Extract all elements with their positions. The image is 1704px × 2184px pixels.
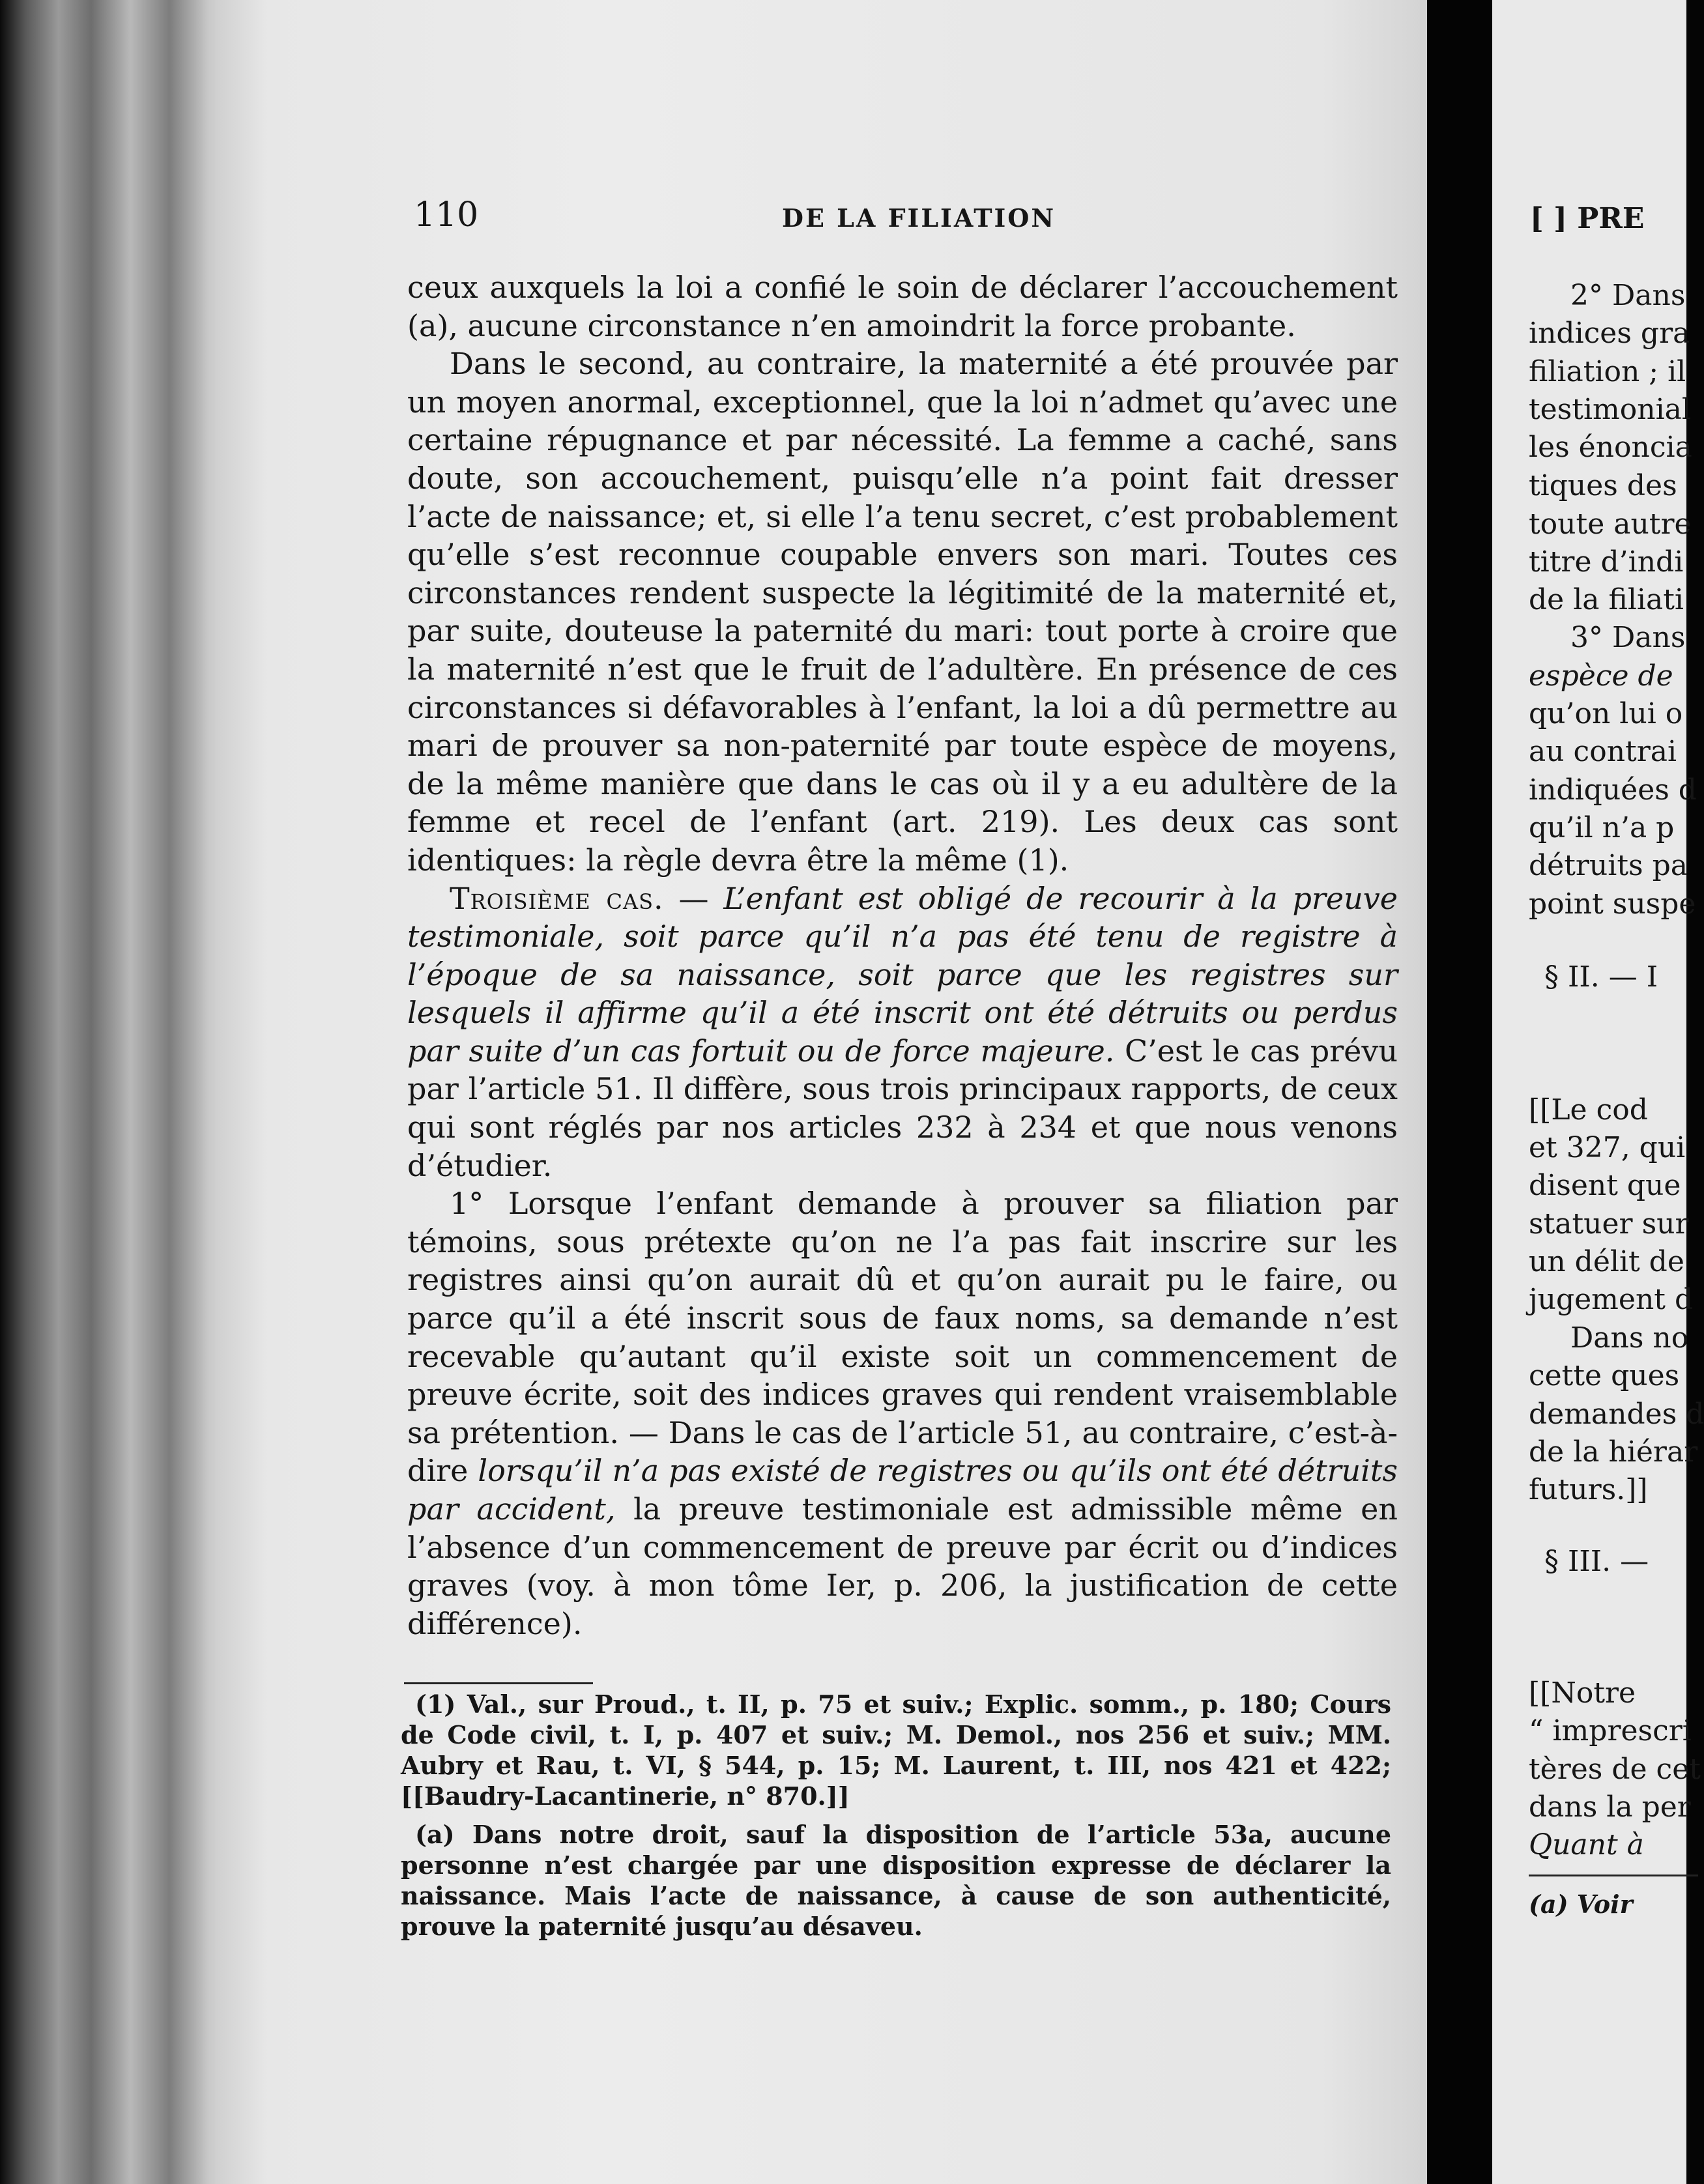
section-label: Troisième cas.: [450, 880, 664, 916]
right-page-line: filiation ; il: [1529, 355, 1686, 388]
right-page-line: disent que: [1529, 1169, 1681, 1202]
right-page-line: § III. —: [1544, 1545, 1649, 1578]
right-page-line: de la hiérar: [1529, 1435, 1698, 1469]
footnote: (1) Val., sur Proud., t. II, p. 75 et suiv.; Explic. somm., p. 180; Cours de Code civil, t. I, p. 407 et suiv.; M. Demol., nos 256 et suiv.; MM. Aubry et Rau, t. VI, § 544, p. 15; M. Laurent, t. III, nos 421 et 422; [[Baudry-Lacantinerie, n° 870.]]: [401, 1689, 1391, 1811]
paragraph-continuation: C’est le cas prévu par l’article 51. Il diffère, sous trois principaux rapports, de ceux qui sont réglés par nos articles 232 à 234 et que nous venons d’étudier.: [407, 1033, 1398, 1183]
paragraph: ceux auxquels la loi a confié le soin de déclarer l’accouchement (a), aucune circonstance n’en amoindrit la force probante.: [407, 270, 1398, 343]
right-page-line: point suspe: [1529, 887, 1696, 921]
right-page-line: de la filiati: [1529, 583, 1684, 616]
right-page-line: tères de cet: [1529, 1753, 1701, 1786]
italic-phrase: lorsqu’il n’a pas existé de registres ou qu’ils ont été détruits par accident,: [407, 1453, 1398, 1527]
right-page-line: Quant à: [1529, 1828, 1644, 1861]
paragraph-text: 1° Lorsque l’enfant demande à prouver sa filiation par témoins, sous prétexte qu’on ne l’a pas fait inscrire sur les registres ainsi qu’on aurait dû et qu’on aurait pu le faire, ou parce qu’il a été inscrit sous de faux noms, sa demande n’est recevable qu’autant qu’il existe soit un commencement de preuve écrite, soit des indices graves qui rendent vraisemblable sa prétention. — Dans le cas de l’article 51, au contraire, c’est-à-dire: [407, 1186, 1398, 1489]
right-page-line: cette ques: [1529, 1359, 1680, 1392]
right-page-line: indiquées d: [1529, 773, 1697, 807]
footnote-rule: [1529, 1875, 1698, 1876]
right-page-line: § II. — I: [1544, 960, 1658, 994]
footnote: (a) Dans notre droit, sauf la disposition de l’article 53a, aucune personne n’est chargée par une disposition expresse de déclarer la naissance. Mais l’acte de naissance, à cause de son authenticité, prouve la paternité jusqu’au désaveu.: [401, 1820, 1391, 1941]
right-page-line: [[Notre: [1529, 1676, 1636, 1710]
right-page-line: Dans no: [1570, 1321, 1689, 1355]
footnote-rule: [404, 1682, 593, 1684]
right-page-line: qu’il n’a p: [1529, 811, 1675, 844]
right-page-line: au contrai: [1529, 735, 1677, 768]
right-page-line: qu’on lui o: [1529, 697, 1683, 730]
right-page-line: détruits pa: [1529, 849, 1688, 882]
right-page-line: jugement d: [1529, 1283, 1694, 1316]
right-page-header: [ ] PRE: [1530, 202, 1645, 235]
right-page-line: statuer sur: [1529, 1207, 1689, 1241]
right-page-line: et 327, qui: [1529, 1131, 1686, 1164]
right-page-line: un délit de: [1529, 1245, 1684, 1278]
right-page-line: testimonial: [1529, 393, 1691, 426]
paragraph-point-one: [407, 1185, 1398, 1643]
running-title: DE LA FILIATION: [782, 203, 1056, 233]
right-page-line: 3° Dans: [1570, 621, 1686, 654]
right-page-line: les énoncia: [1529, 431, 1692, 464]
right-page-line: toute autre: [1529, 508, 1692, 541]
right-page: [1492, 0, 1704, 2184]
right-page-line: futurs.]]: [1529, 1473, 1648, 1506]
right-page-line: (a) Voir: [1529, 1889, 1633, 1919]
right-page-line: [[Le cod: [1529, 1093, 1648, 1127]
book-page-edges: [0, 0, 235, 2184]
right-page-line: indices gra: [1529, 317, 1690, 350]
dash: —: [663, 880, 724, 916]
right-page-line: espèce de: [1529, 659, 1673, 693]
right-page-line: titre d’indi: [1529, 545, 1684, 579]
right-page-line: dans la per: [1529, 1790, 1691, 1824]
page-header: [414, 195, 1401, 248]
page-number: 110: [414, 195, 479, 235]
main-text: [407, 268, 1398, 1643]
right-page-line: demandes d: [1529, 1398, 1704, 1431]
footnotes: [401, 1689, 1391, 1949]
paragraph-text: la preuve testimoniale est admissible même en l’absence d’un commencement de preuve par écrit ou d’indices graves (voy. à mon tôme Ier, p. 206, la justification de cette différence).: [407, 1491, 1398, 1641]
right-page-line: “ imprescri: [1529, 1714, 1692, 1747]
right-page-line: tiques des: [1529, 469, 1677, 502]
paragraph: Dans le second, au contraire, la maternité a été prouvée par un moyen anormal, exceptionnel, que la loi n’admet qu’avec une certaine répugnance et par nécessité. La femme a caché, sans doute, son accouchement, puisqu’elle n’a point fait dresser l’acte de naissance; et, si elle l’a tenu secret, c’est probablement qu’elle s’est reconnue coupable envers son mari. Toutes ces circonstances rendent suspecte la légitimité de la maternité et, par suite, douteuse la paternité du mari: tout porte à croire que la maternité n’est que le fruit de l’adultère. En présence de ces circonstances si défavorables à l’enfant, la loi a dû permettre au mari de prouver sa non-paternité par toute espèce de moyens, de la même manière que dans le cas où il y a eu adultère de la femme et recel de l’enfant (art. 219). Les deux cas sont identiques: la règle devra être la même (1).: [407, 346, 1398, 878]
right-page-line: 2° Dans: [1570, 279, 1686, 312]
italic-statement: L’enfant est obligé de recourir à la preuve testimoniale, soit parce qu’il n’a pas été tenu de registre à l’époque de sa naissance, soit parce que les registres sur lesquels il affirme qu’il a été inscrit ont été détruits ou perdus par suite d’un cas fortuit ou de force majeure.: [407, 880, 1398, 1069]
paragraph-troisieme-cas: [407, 880, 1398, 1185]
book-gutter: [1427, 0, 1492, 2184]
